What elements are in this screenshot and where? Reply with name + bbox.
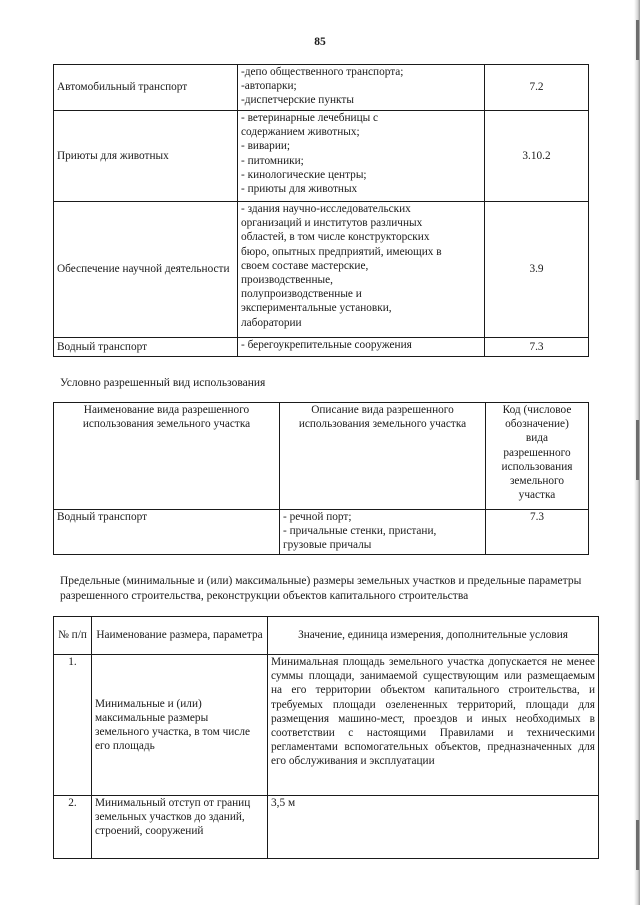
parameter-name-cell: Минимальный отступ от границ земельных участков до зданий, строений, сооружений [92, 796, 268, 859]
row-number-cell: 1. [54, 655, 92, 796]
use-description-cell: - здания научно-исследовательских организаций и институтов различных областей, в том числе конструкторских бюро, опытных предприятий, имеющих в своем составе мастерские, производственные, полупроизводственные и экспериментальные установки, лаборатории [238, 202, 485, 338]
column-header-value: Значение, единица измерения, дополнительные условия [268, 617, 599, 655]
use-code-cell: 3.10.2 [485, 111, 589, 202]
use-name-cell: Автомобильный транспорт [54, 65, 238, 111]
use-description-cell: - берегоукрепительные сооружения [238, 338, 485, 357]
use-name-cell: Обеспечение научной деятельности [54, 202, 238, 338]
table-row [54, 510, 589, 555]
limits-table [53, 616, 599, 859]
scan-edge-mark [636, 420, 639, 480]
table-header-row [54, 403, 589, 510]
use-name-cell: Водный транспорт [54, 510, 280, 555]
table-row [54, 796, 599, 859]
column-header-name: Наименование вида разрешенного использования земельного участка [54, 403, 280, 510]
use-code-cell: 7.3 [485, 338, 589, 357]
table-row [54, 202, 589, 338]
column-header-parameter: Наименование размера, параметра [92, 617, 268, 655]
use-code-cell: 7.3 [486, 510, 589, 555]
use-description-cell: -депо общественного транспорта; -автопарки; -диспетчерские пункты [238, 65, 485, 111]
table-row [54, 655, 599, 796]
use-description-cell: - речной порт; - причальные стенки, пристани, грузовые причалы [280, 510, 486, 555]
use-name-cell: Водный транспорт [54, 338, 238, 357]
table-row [54, 65, 589, 111]
use-description-cell: - ветеринарные лечебницы с содержанием животных; - виварии; - питомники; - кинологические центры; - приюты для животных [238, 111, 485, 202]
parameter-value-cell: 3,5 м [268, 796, 599, 859]
permitted-uses-table [53, 64, 589, 357]
table-header-row [54, 617, 599, 655]
table-row [54, 111, 589, 202]
column-header-code: Код (числовое обозначение) вида разрешенного использования земельного участка [486, 403, 589, 510]
scan-edge-mark [636, 20, 639, 60]
use-code-cell: 3.9 [485, 202, 589, 338]
row-number-cell: 2. [54, 796, 92, 859]
use-code-cell: 7.2 [485, 65, 589, 111]
column-header-description: Описание вида разрешенного использования земельного участка [280, 403, 486, 510]
column-header-number: № п/п [54, 617, 92, 655]
parameter-value-cell: Минимальная площадь земельного участка допускается не менее суммы площади, занимаемой существующим или размещаемым на его территории объектом капитального строительства, и требуемых площади озелененных территорий, площади для размещения машино-мест, проездов и иных необходимых в соответствии с настоящими Правилами и техническими регламентами вспомогательных объектов, предназначенных для его обслуживания и эксплуатации [268, 655, 599, 796]
parameter-name-cell: Минимальные и (или) максимальные размеры земельного участка, в том числе его площадь [92, 655, 268, 796]
scan-edge-mark [636, 820, 639, 870]
conditional-use-table [53, 402, 589, 555]
table-row [54, 338, 589, 357]
use-name-cell: Приюты для животных [54, 111, 238, 202]
limits-heading: Предельные (минимальные и (или) максимальные) размеры земельных участков и предельные параметры разрешенного строительства, реконструкции объектов капитального строительства [60, 575, 582, 602]
page-number: 85 [314, 36, 326, 48]
conditional-use-heading: Условно разрешенный вид использования [60, 377, 266, 389]
